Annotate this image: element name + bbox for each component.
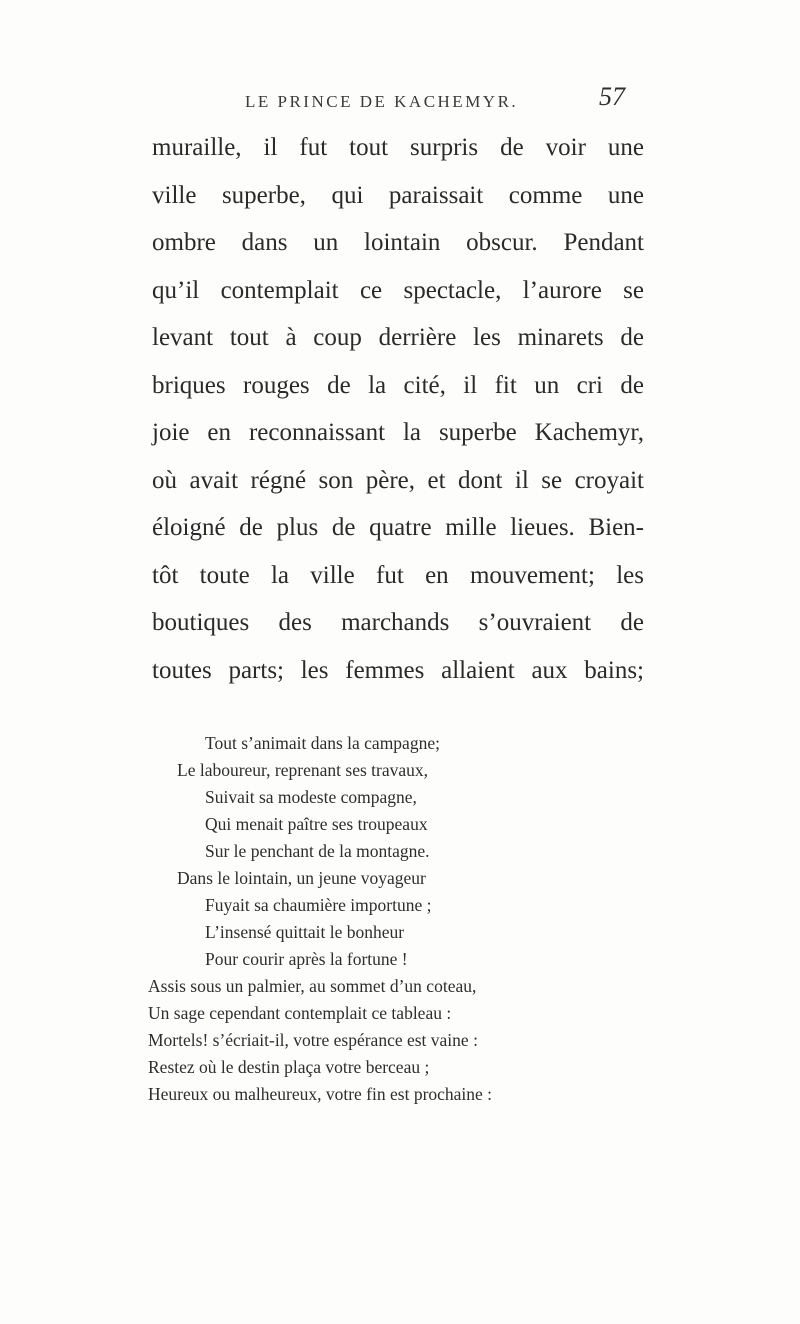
prose-line: éloigné de plus de quatre mille lieues. Bien- — [152, 514, 644, 541]
poem-line: Le laboureur, reprenant ses travaux, — [177, 760, 428, 780]
prose-line: briques rouges de la cité, il fit un cri de — [152, 371, 644, 399]
poem-line: Restez où le destin plaça votre berceau ; — [148, 1057, 430, 1077]
poem-line: Pour courir après la fortune ! — [205, 949, 408, 969]
prose-paragraph — [152, 124, 644, 694]
poem-line: Qui menait paître ses troupeaux — [205, 814, 428, 834]
prose-line: joie en reconnaissant la superbe Kachemyr, — [152, 419, 644, 446]
poem-line: Suivait sa modeste compagne, — [205, 787, 417, 807]
poem-line: Tout s’animait dans la campagne; — [205, 733, 440, 753]
prose-line: muraille, il fut tout surpris de voir une — [152, 134, 644, 161]
prose-line: ombre dans un lointain obscur. Pendant — [152, 229, 644, 256]
poem-line: Assis sous un palmier, au sommet d’un coteau, — [148, 976, 477, 996]
prose-line: levant tout à coup derrière les minarets de — [152, 324, 644, 351]
poem-line: Heureux ou malheureux, votre fin est prochaine : — [148, 1084, 493, 1104]
prose-line: toutes parts; les femmes allaient aux bains; — [152, 656, 644, 684]
poem-line: L’insensé quittait le bonheur — [205, 922, 405, 942]
poem-line: Mortels! s’écriait-il, votre espérance est vaine : — [148, 1030, 478, 1050]
prose-line: boutiques des marchands s’ouvraient de — [152, 609, 644, 636]
prose-line: qu’il contemplait ce spectacle, l’aurore se — [152, 276, 644, 304]
running-title: LE PRINCE DE KACHEMYR. — [245, 92, 519, 111]
prose-line: ville superbe, qui paraissait comme une — [152, 181, 644, 209]
prose-line: tôt toute la ville fut en mouvement; les — [152, 561, 644, 589]
prose-line: où avait régné son père, et dont il se croyait — [152, 466, 644, 494]
page-header — [245, 82, 625, 118]
poem-line: Sur le penchant de la montagne. — [205, 841, 430, 861]
poem-line: Dans le lointain, un jeune voyageur — [177, 868, 426, 888]
poem-line: Fuyait sa chaumière importune ; — [205, 895, 432, 915]
page-number: 57 — [599, 82, 625, 111]
poem-line: Un sage cependant contemplait ce tableau : — [148, 1003, 452, 1023]
